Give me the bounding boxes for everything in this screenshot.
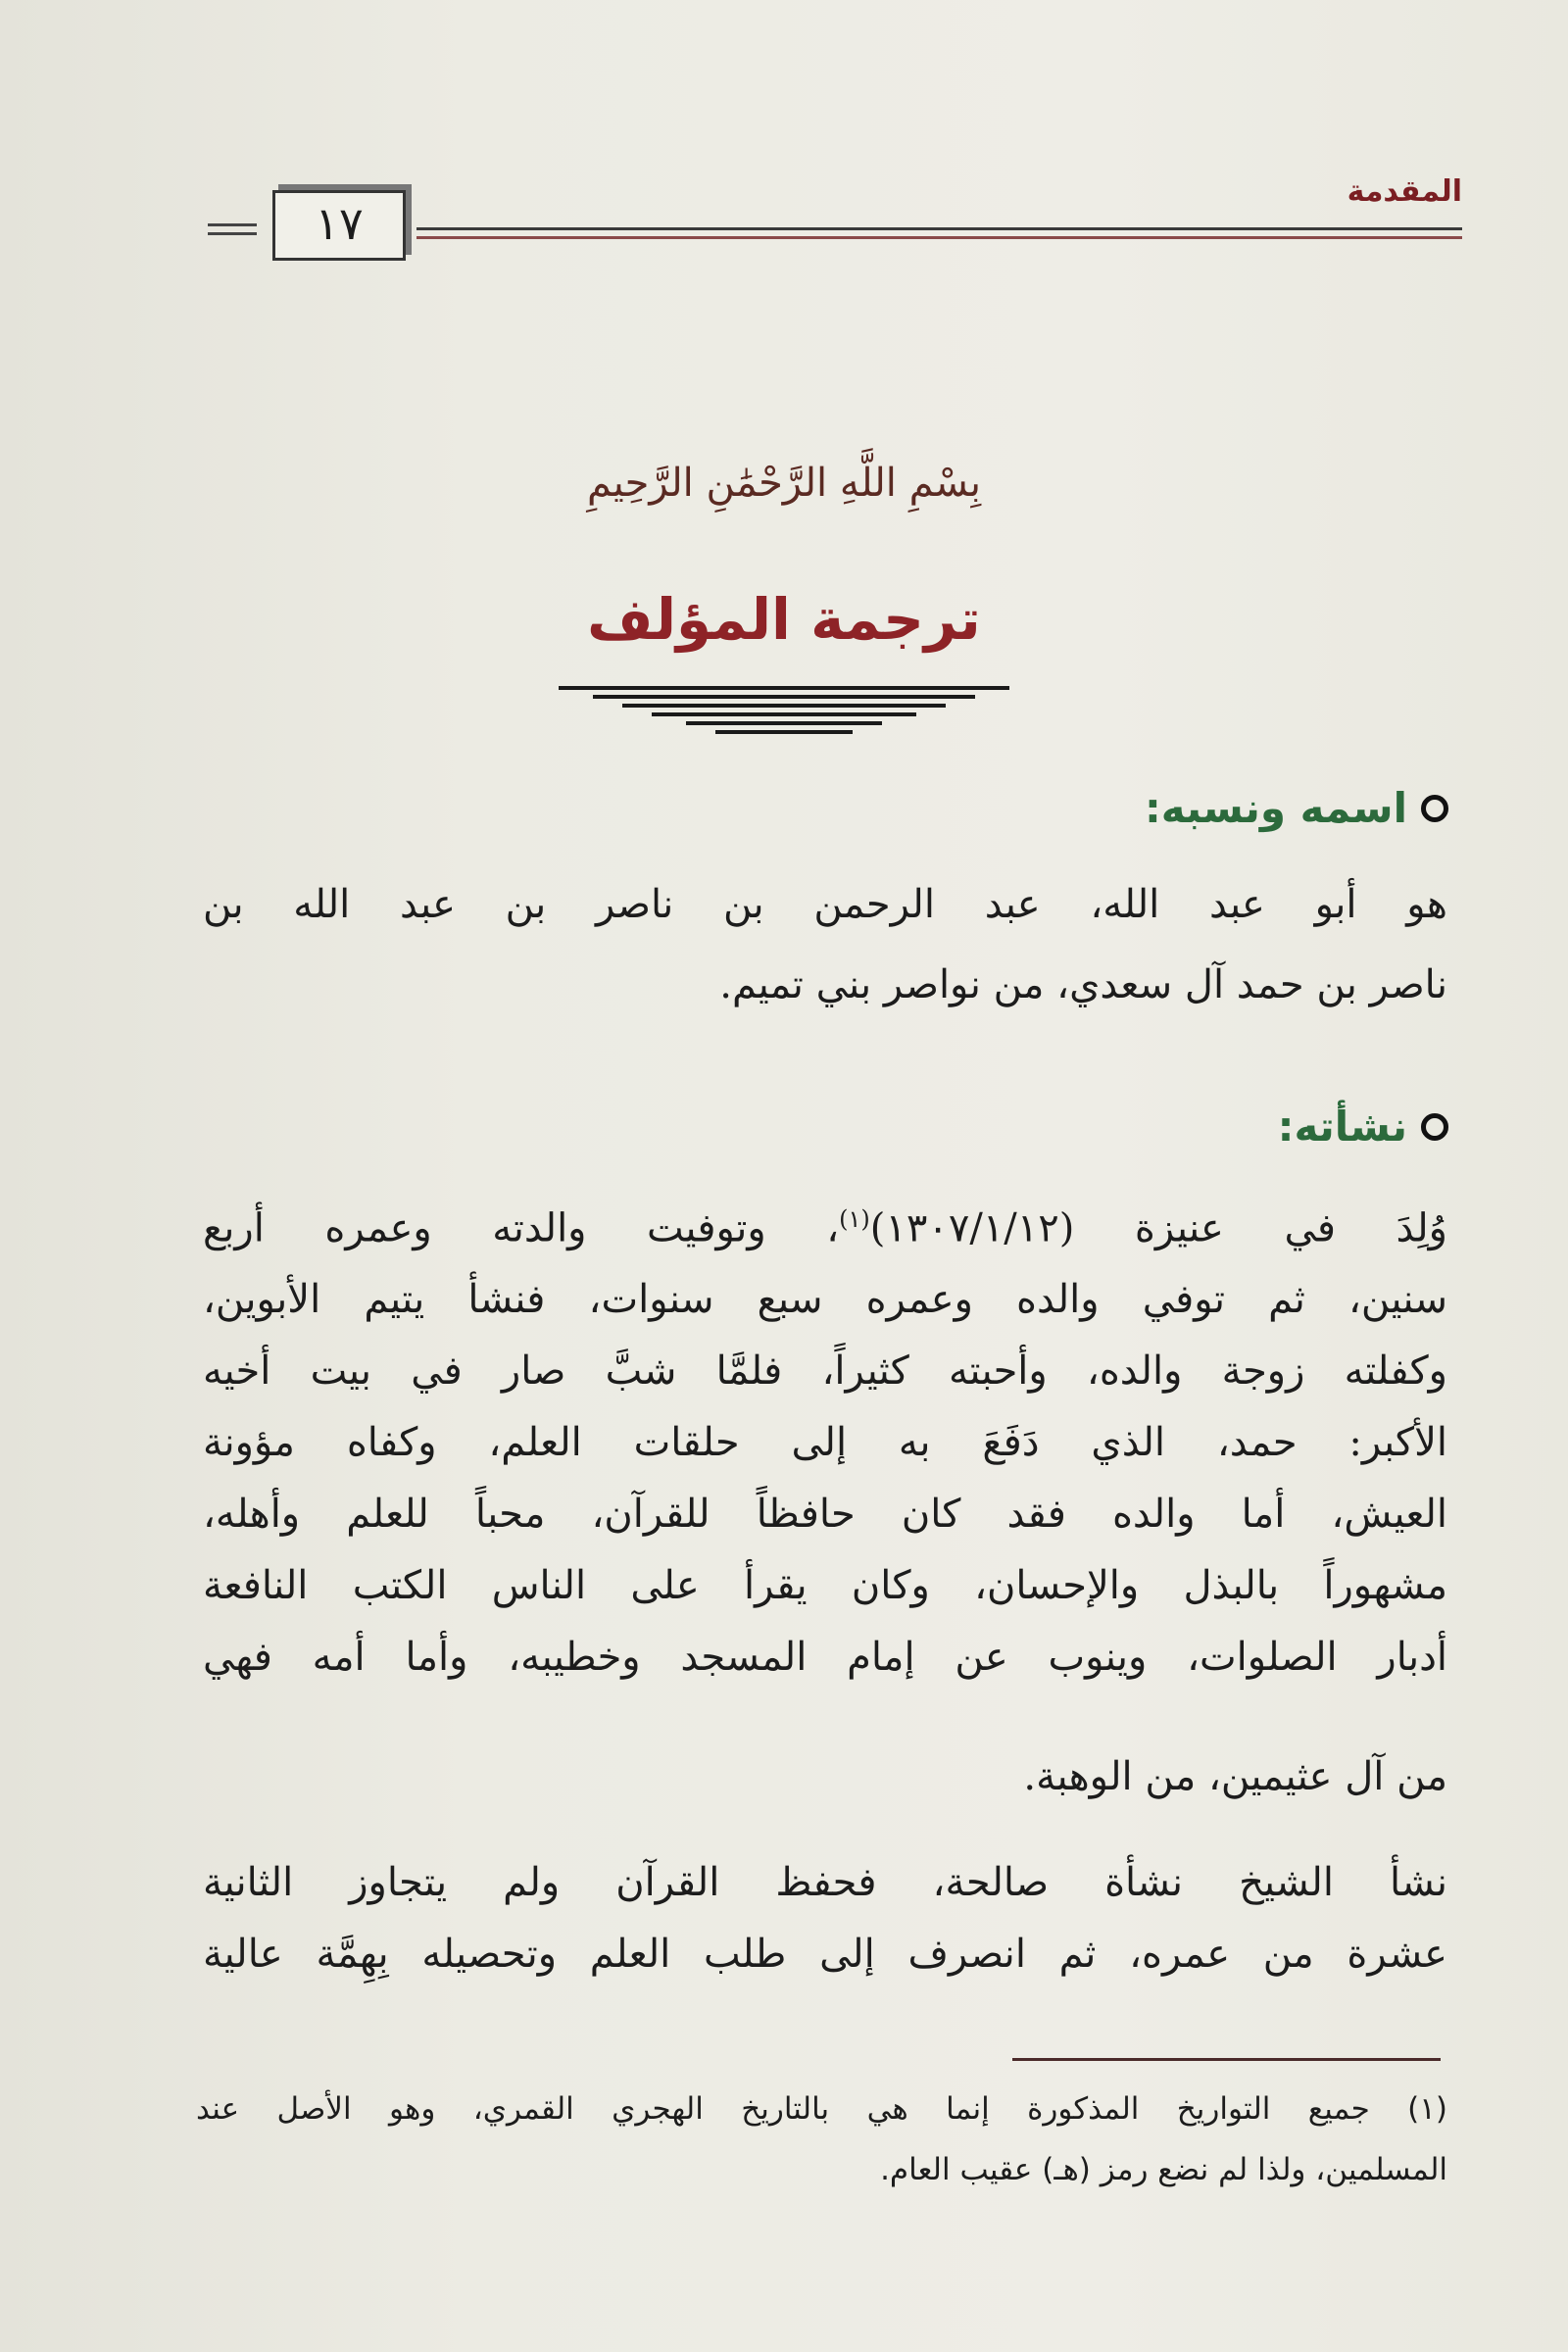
text-span: وُلِدَ في عنيزة (١٣٠٧/١/١٢) (869, 1205, 1448, 1251)
text-line: وكفلته زوجة والده، وأحبته كثيراً، فلمَّا شبَّ صار في بيت أخيه (203, 1348, 1447, 1394)
text-line (203, 1205, 1447, 1250)
running-title: المقدمة (1347, 174, 1462, 209)
header-rule-left (208, 223, 257, 235)
text-span: ، وتوفيت والدته وعمره أربع (203, 1205, 840, 1251)
page-number: ١٧ (272, 190, 406, 261)
footnote-line: المسلمين، ولذا لم نضع رمز (هـ) عقيب العام. (880, 2152, 1447, 2187)
heading-text: نشأته: (1277, 1102, 1407, 1151)
text-line: من آل عثيمين، من الوهبة. (1023, 1754, 1447, 1799)
chapter-title: ترجمة المؤلف (587, 586, 981, 653)
header-rule (416, 227, 1462, 239)
footnote-line: (١) جميع التواريخ المذكورة إنما هي بالتاريخ الهجري القمري، وهو الأصل عند (196, 2091, 1447, 2127)
footnote-rule (1012, 2058, 1441, 2061)
bullet-icon (1421, 795, 1448, 822)
bullet-icon (1421, 1113, 1448, 1141)
section-heading-upbringing (1278, 1102, 1448, 1151)
text-line: العيش، أما والده فقد كان حافظاً للقرآن، محباً للعلم وأهله، (203, 1492, 1447, 1537)
text-line: أدبار الصلوات، وينوب عن إمام المسجد وخطيبه، وأما أمه فهي (203, 1635, 1447, 1680)
basmala: بِسْمِ اللَّهِ الرَّحْمَٰنِ الرَّحِيمِ (586, 461, 982, 506)
text-line: سنين، ثم توفي والده وعمره سبع سنوات، فنشأ يتيم الأبوين، (203, 1277, 1447, 1322)
text-line: هو أبو عبد الله، عبد الرحمن بن ناصر بن عبد الله بن (203, 882, 1447, 927)
text-line: الأكبر: حمد، الذي دَفَعَ به إلى حلقات العلم، وكفاه مؤونة (203, 1420, 1447, 1465)
section-heading-name (1145, 784, 1448, 832)
text-line: نشأ الشيخ نشأة صالحة، فحفظ القرآن ولم يتجاوز الثانية (203, 1860, 1447, 1905)
text-line: عشرة من عمره، ثم انصرف إلى طلب العلم وتحصيله بِهِمَّة عالية (203, 1932, 1447, 1977)
footnote-ref[interactable]: (١) (839, 1205, 870, 1233)
title-ornament (0, 686, 1568, 739)
heading-text: اسمه ونسبه: (1145, 784, 1407, 832)
text-line: ناصر بن حمد آل سعدي، من نواصر بني تميم. (719, 962, 1447, 1007)
text-line: مشهوراً بالبذل والإحسان، وكان يقرأ على الناس الكتب النافعة (203, 1563, 1447, 1608)
